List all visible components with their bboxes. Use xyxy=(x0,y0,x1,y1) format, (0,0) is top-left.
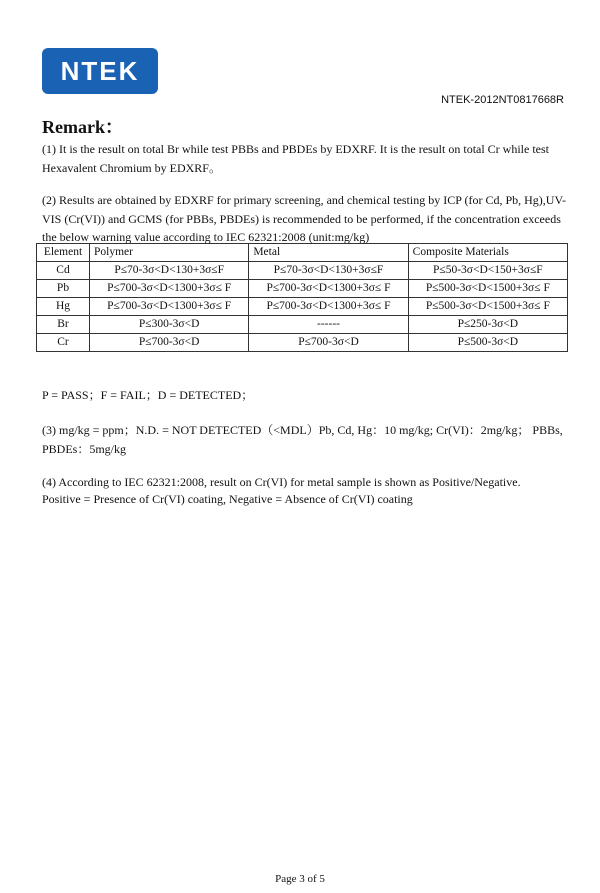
table-row xyxy=(37,262,568,280)
header-element: Element xyxy=(37,244,90,262)
ntek-logo xyxy=(42,48,158,94)
remark-heading: Remark： xyxy=(42,117,123,137)
table-header-row xyxy=(37,244,568,262)
cell-metal: ------ xyxy=(249,316,408,334)
cell-composite: P≤500-3σ<D<1500+3σ≤ F xyxy=(408,280,567,298)
cell-metal: P≤700-3σ<D xyxy=(249,334,408,352)
cell-element: Hg xyxy=(37,298,90,316)
cell-composite: P≤500-3σ<D<1500+3σ≤ F xyxy=(408,298,567,316)
ntek-logo-graphic xyxy=(42,48,158,94)
cell-element: Cd xyxy=(37,262,90,280)
header-polymer: Polymer xyxy=(90,244,249,262)
document-number: NTEK-2012NT0817668R xyxy=(441,94,564,106)
logo-text: NTEK xyxy=(60,56,140,86)
page-number: Page 3 of 5 xyxy=(275,873,325,885)
header-metal: Metal xyxy=(249,244,408,262)
cell-composite: P≤50-3σ<D<150+3σ≤F xyxy=(408,262,567,280)
cell-polymer: P≤700-3σ<D xyxy=(90,334,249,352)
cell-element: Cr xyxy=(37,334,90,352)
cell-element: Pb xyxy=(37,280,90,298)
header-composite: Composite Materials xyxy=(408,244,567,262)
table-row xyxy=(37,316,568,334)
remark-1: (1) It is the result on total Br while test PBBs and PBDEs by EDXRF. It is the result on total Cr while test Hexavalent Chromium by EDXRF。 xyxy=(42,142,550,175)
cell-metal: P≤700-3σ<D<1300+3σ≤ F xyxy=(249,298,408,316)
remark-4-line-1: (4) According to IEC 62321:2008, result on Cr(VI) for metal sample is shown as Positive/Negative. xyxy=(42,475,521,489)
remark-3: (3) mg/kg = ppm；N.D. = NOT DETECTED（<MDL）Pb, Cd, Hg：10 mg/kg; Cr(VI)：2mg/kg； PBBs, PBDEs：5mg/kg xyxy=(42,423,563,456)
remark-4-line-2: Positive = Presence of Cr(VI) coating, Negative = Absence of Cr(VI) coating xyxy=(42,492,413,506)
cell-polymer: P≤700-3σ<D<1300+3σ≤ F xyxy=(90,280,249,298)
cell-metal: P≤700-3σ<D<1300+3σ≤ F xyxy=(249,280,408,298)
cell-polymer: P≤700-3σ<D<1300+3σ≤ F xyxy=(90,298,249,316)
remark-2: (2) Results are obtained by EDXRF for primary screening, and chemical testing by ICP (for Cd, Pb, Hg),UV-VIS (Cr(VI)) and GCMS (for PBBs, PBDEs) is recommended to be performed, if the concentration exceeds the below warning value according to IEC 62321:2008 (unit:mg/kg) xyxy=(42,193,567,244)
table-row xyxy=(37,334,568,352)
cell-composite: P≤500-3σ<D xyxy=(408,334,567,352)
cell-metal: P≤70-3σ<D<130+3σ≤F xyxy=(249,262,408,280)
cell-composite: P≤250-3σ<D xyxy=(408,316,567,334)
cell-polymer: P≤70-3σ<D<130+3σ≤F xyxy=(90,262,249,280)
cell-element: Br xyxy=(37,316,90,334)
table-row xyxy=(37,280,568,298)
result-legend: P = PASS；F = FAIL；D = DETECTED； xyxy=(42,388,254,402)
warning-value-table xyxy=(36,243,568,352)
cell-polymer: P≤300-3σ<D xyxy=(90,316,249,334)
table-row xyxy=(37,298,568,316)
